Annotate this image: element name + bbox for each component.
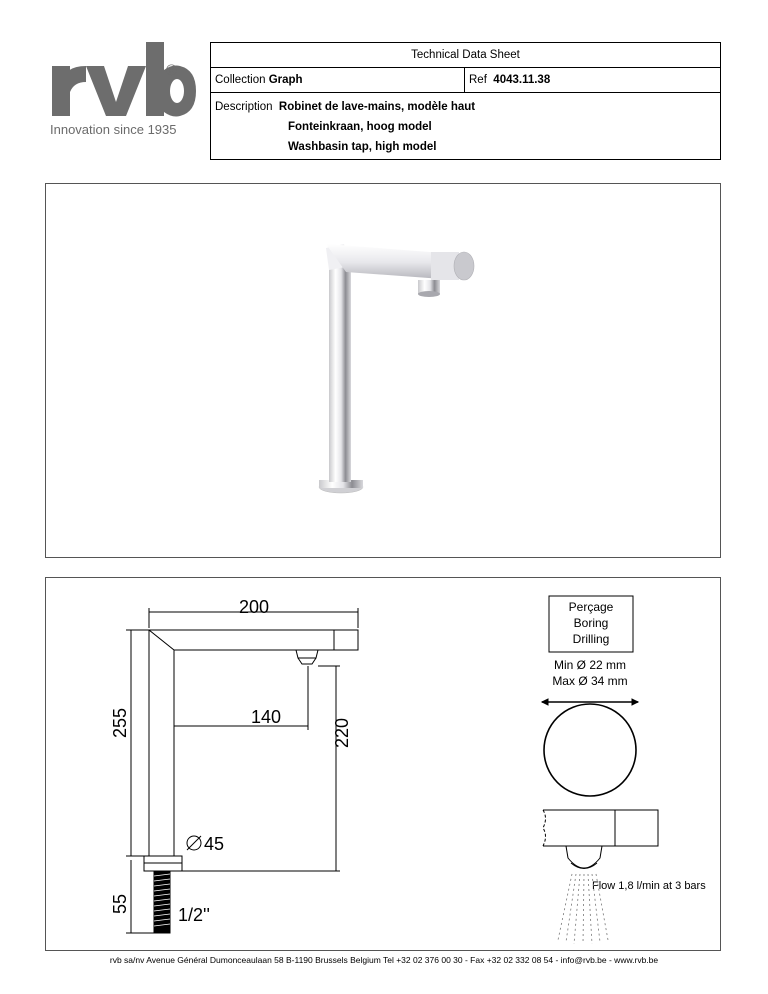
tap-photo xyxy=(46,184,720,557)
thread-size: 1/2'' xyxy=(178,905,210,925)
ref-label: Ref xyxy=(469,74,487,86)
description-nl: Fonteinkraan, hoog model xyxy=(288,121,432,133)
product-photo-panel xyxy=(45,183,721,558)
threaded-shank xyxy=(154,871,170,933)
dim-height-total: 255 xyxy=(110,707,130,738)
dim-reach: 140 xyxy=(251,707,282,727)
footer-contact: rvb sa/nv Avenue Général Dumonceaulaan 58 B-1190 Brussels Belgium Tel +32 02 376 00 30 - Fax +32 02 332 08 54 - info@rvb.be - www.rvb.be xyxy=(109,955,659,965)
collection-label: Collection xyxy=(215,74,266,86)
dim-base-diameter: 45 xyxy=(204,834,225,854)
collection-value: Graph xyxy=(268,74,303,86)
rvb-logo-mark xyxy=(48,40,198,122)
drilling-label-en: Drilling xyxy=(572,632,610,646)
logo-tagline: Innovation since 1935 xyxy=(50,122,177,137)
dim-width: 200 xyxy=(239,597,270,617)
technical-drawing-panel xyxy=(45,577,721,951)
flow-rate: Flow 1,8 l/min at 3 bars xyxy=(592,880,706,892)
description-label: Description xyxy=(215,101,273,113)
header-table xyxy=(210,42,721,160)
drilling-label-nl: Boring xyxy=(573,616,609,630)
dim-base-height: 55 xyxy=(110,893,130,914)
sheet-title: Technical Data Sheet xyxy=(211,43,720,68)
collection-ref-row xyxy=(211,68,720,93)
spout-detail xyxy=(543,810,706,944)
ref-value: 4043.11.38 xyxy=(493,74,551,86)
registered-mark: ® xyxy=(166,62,178,79)
description-fr: Robinet de lave-mains, modèle haut xyxy=(278,101,476,113)
drill-max: Max Ø 34 mm xyxy=(552,674,628,688)
drill-hole-circle xyxy=(544,704,636,796)
drilling-label-fr: Perçage xyxy=(568,600,614,614)
drill-min: Min Ø 22 mm xyxy=(553,658,627,672)
description-en: Washbasin tap, high model xyxy=(288,141,437,153)
technical-drawing xyxy=(46,578,720,950)
description-block xyxy=(211,93,720,157)
dim-spout-height: 220 xyxy=(332,717,352,748)
